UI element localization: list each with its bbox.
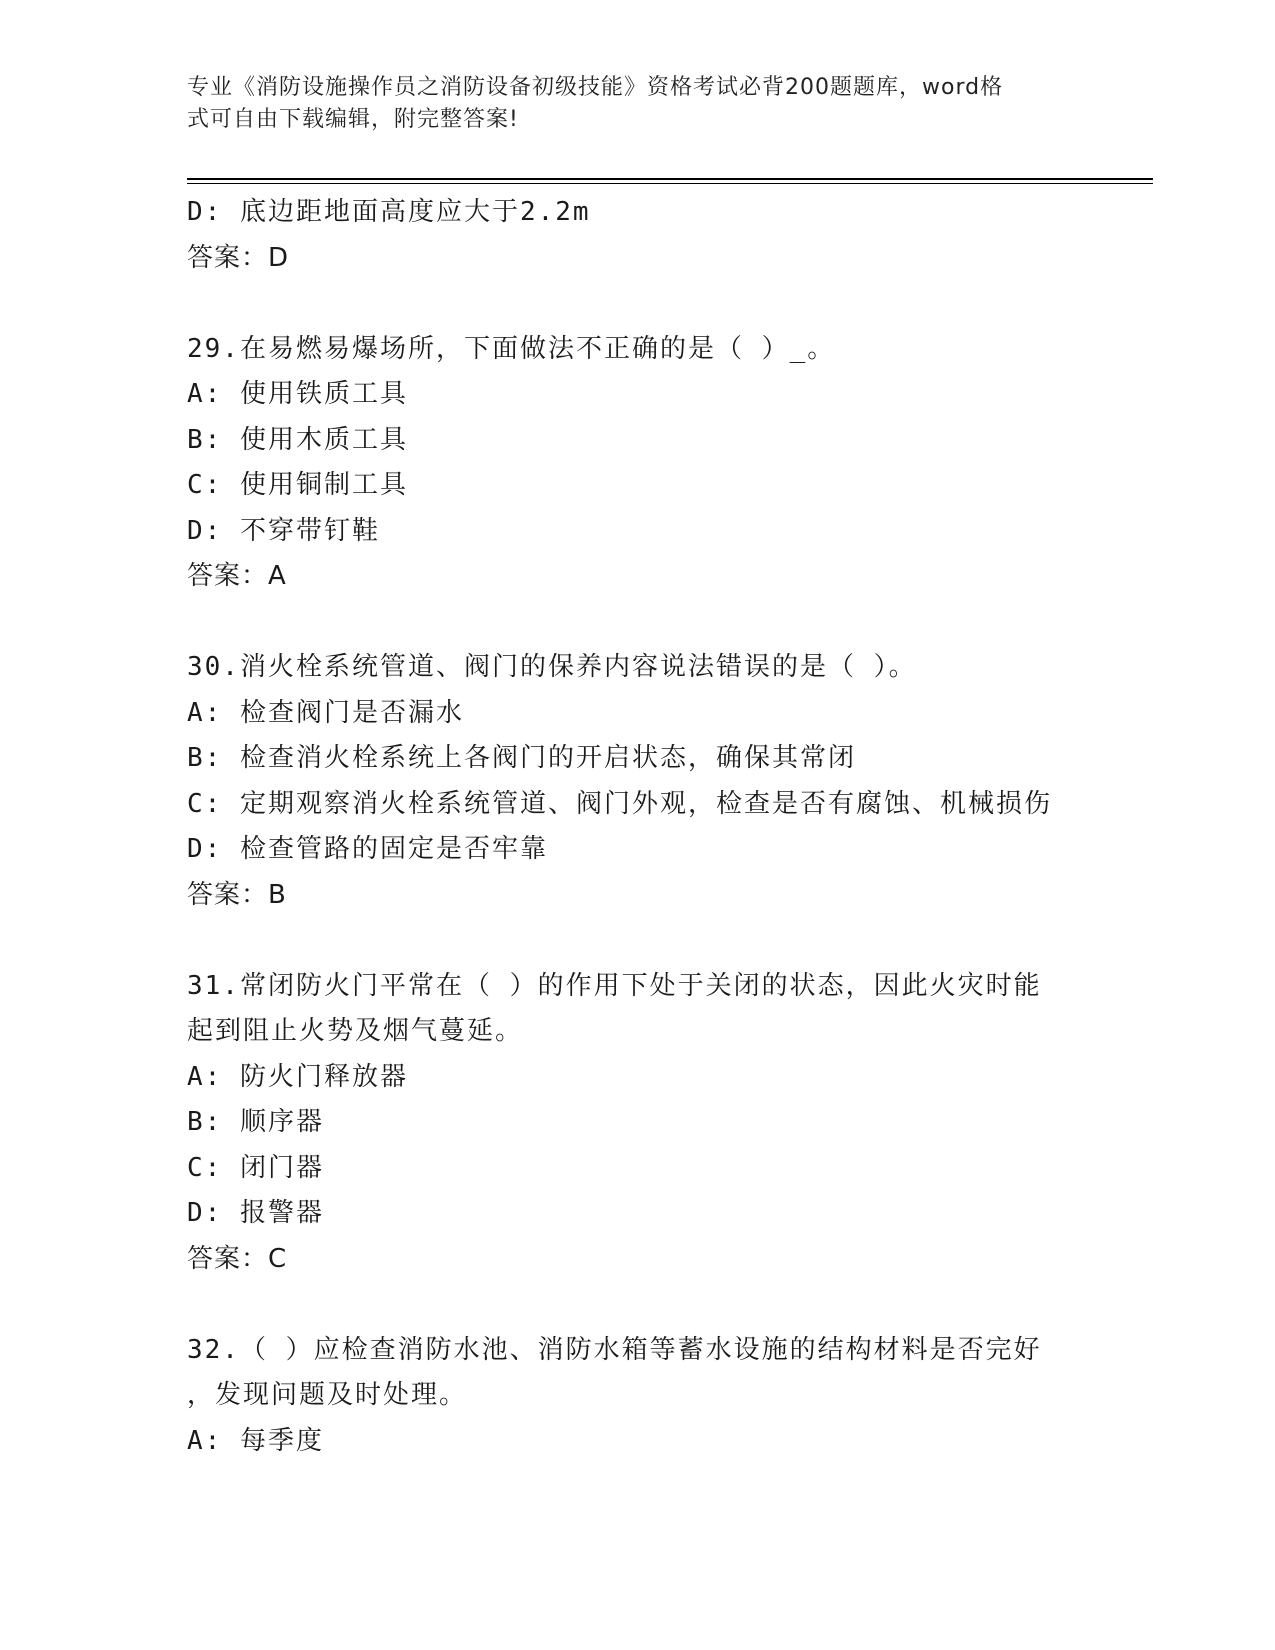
option-b: B: 使用木质工具	[187, 424, 408, 455]
spacer	[187, 281, 1087, 327]
question-list	[187, 190, 1087, 1464]
option-b: B: 检查消火栓系统上各阀门的开启状态，确保其常闭	[187, 743, 856, 773]
question-stem: 31.常闭防火门平常在（ ）的作用下处于关闭的状态，因此火灾时能	[187, 970, 1042, 1001]
spacer	[187, 600, 1087, 646]
answer-line: 答案：A	[187, 561, 287, 591]
option-a: A: 检查阀门是否漏水	[187, 697, 464, 728]
option-a: A: 防火门释放器	[187, 1061, 408, 1092]
spacer	[187, 1282, 1087, 1328]
answer-line: 答案：D	[187, 242, 290, 273]
spacer	[187, 918, 1087, 964]
header-divider-thin	[187, 183, 1153, 184]
option-d: D: 不穿带钉鞋	[187, 515, 380, 546]
option-c: C: 使用铜制工具	[187, 470, 408, 500]
question-stem: 32.（ ）应检查消防水池、消防水箱等蓄水设施的结构材料是否完好	[187, 1334, 1042, 1365]
option-d: D: 底边距地面高度应大于2.2m	[187, 197, 591, 227]
question-stem: 30.消火栓系统管道、阀门的保养内容说法错误的是（ ）。	[187, 652, 917, 682]
option-c: C: 闭门器	[187, 1152, 324, 1183]
option-a: A: 每季度	[187, 1425, 324, 1456]
option-d: D: 检查管路的固定是否牢靠	[187, 834, 548, 864]
answer-line: 答案：B	[187, 879, 287, 910]
question-stem-continued: ，发现问题及时处理。	[187, 1380, 468, 1410]
document-header	[187, 72, 1067, 136]
header-line-1: 专业《消防设施操作员之消防设备初级技能》资格考试必背200题题库，word格	[187, 75, 1004, 100]
option-b: B: 顺序器	[187, 1107, 324, 1137]
answer-line: 答案：C	[187, 1243, 288, 1274]
header-divider-thick	[187, 178, 1153, 180]
option-a: A: 使用铁质工具	[187, 379, 408, 409]
question-stem: 29.在易燃易爆场所，下面做法不正确的是（ ）_。	[187, 333, 836, 364]
option-d: D: 报警器	[187, 1198, 324, 1228]
option-c: C: 定期观察消火栓系统管道、阀门外观，检查是否有腐蚀、机械损伤	[187, 788, 1052, 819]
question-stem-continued: 起到阻止火势及烟气蔓延。	[187, 1016, 524, 1046]
header-line-2: 式可自由下载编辑，附完整答案!	[187, 107, 519, 132]
